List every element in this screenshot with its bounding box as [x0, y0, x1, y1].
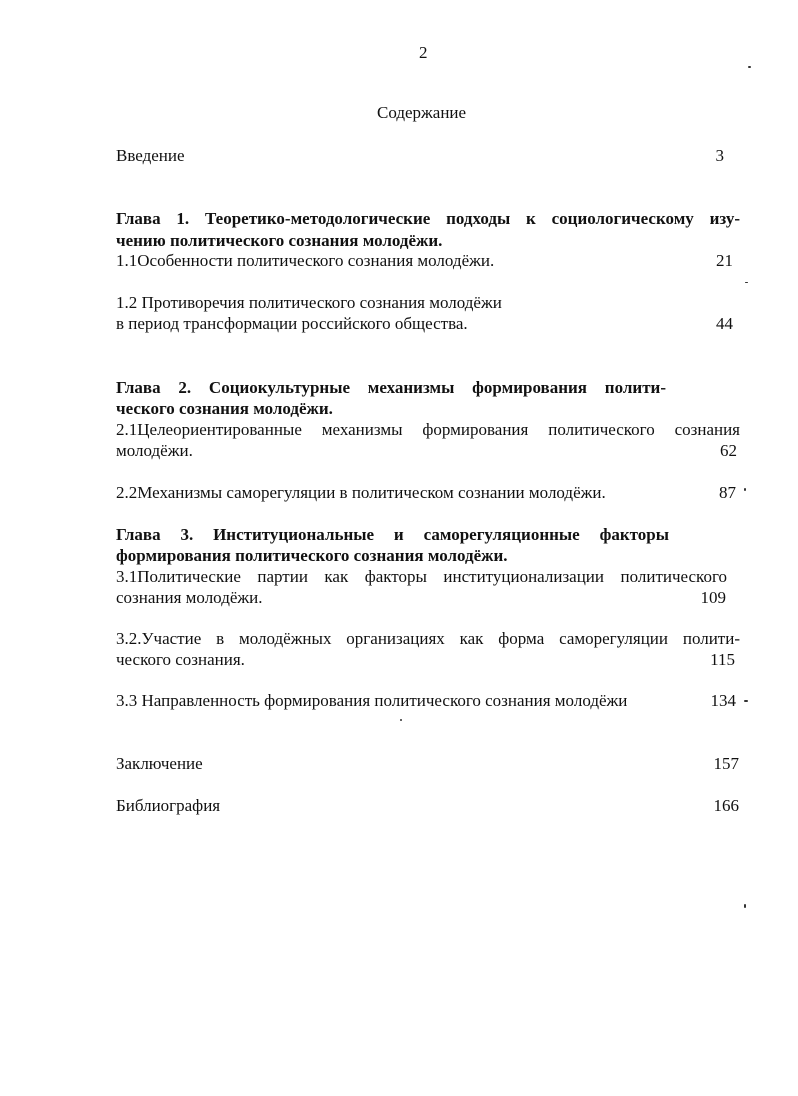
- toc-1-2-line2: в период трансформации российского общества.: [116, 314, 468, 333]
- toc-3-2-line1: 3.2.Участие в молодёжных организациях как форма саморегуляции полити-: [116, 629, 740, 648]
- toc-3-3-label: 3.3 Направленность формирования политического сознания молодёжи: [116, 691, 628, 710]
- toc-conclusion-label: Заключение: [116, 754, 203, 773]
- toc-conclusion-page: 157: [713, 754, 739, 773]
- toc-1-2-page: 44: [716, 314, 733, 333]
- toc-1-1-label: 1.1Особенности политического сознания молодёжи.: [116, 251, 495, 270]
- scan-speck: [748, 66, 751, 68]
- page-number: 2: [419, 43, 428, 62]
- toc-3-1-line2: сознания молодёжи.: [116, 588, 263, 607]
- toc-3-1-page: 109: [700, 588, 726, 607]
- chapter1-title-line1: Глава 1. Теоретико-методологические подходы к социологическому изу-: [116, 209, 740, 228]
- chapter3-title-line1: Глава 3. Институциональные и саморегуляционные факторы: [116, 525, 669, 544]
- chapter2-title-line2: ческого сознания молодёжи.: [116, 399, 333, 418]
- toc-1-1-page: 21: [716, 251, 733, 270]
- toc-3-1-line1: 3.1Политические партии как факторы институционализации политического: [116, 567, 727, 586]
- toc-heading: Содержание: [377, 103, 467, 122]
- toc-bibliography-label: Библиография: [116, 796, 221, 815]
- scan-speck: [744, 488, 746, 491]
- chapter1-title-line2: чению политического сознания молодёжи.: [116, 231, 443, 250]
- scan-speck: [400, 719, 402, 721]
- toc-3-2-line2: ческого сознания.: [116, 650, 245, 669]
- toc-3-2-page: 115: [710, 650, 735, 669]
- toc-3-3-page: 134: [710, 691, 736, 710]
- toc-intro-page: 3: [715, 146, 724, 165]
- toc-1-2-line1: 1.2 Противоречия политического сознания молодёжи: [116, 293, 502, 312]
- toc-2-1-page: 62: [720, 441, 737, 460]
- toc-bibliography-page: 166: [713, 796, 739, 815]
- toc-2-2-page: 87: [719, 483, 736, 502]
- toc-2-1-line2: молодёжи.: [116, 441, 193, 460]
- scan-speck: [744, 700, 748, 702]
- scan-speck: [744, 904, 746, 908]
- toc-2-1-line1: 2.1Целеориентированные механизмы формирования политического сознания: [116, 420, 740, 439]
- chapter3-title-line2: формирования политического сознания молодёжи.: [116, 546, 508, 565]
- scan-speck: [745, 282, 748, 283]
- chapter2-title-line1: Глава 2. Социокультурные механизмы формирования полити-: [116, 378, 666, 397]
- toc-2-2-label: 2.2Механизмы саморегуляции в политическом сознании молодёжи.: [116, 483, 606, 502]
- toc-intro-label: Введение: [116, 146, 185, 165]
